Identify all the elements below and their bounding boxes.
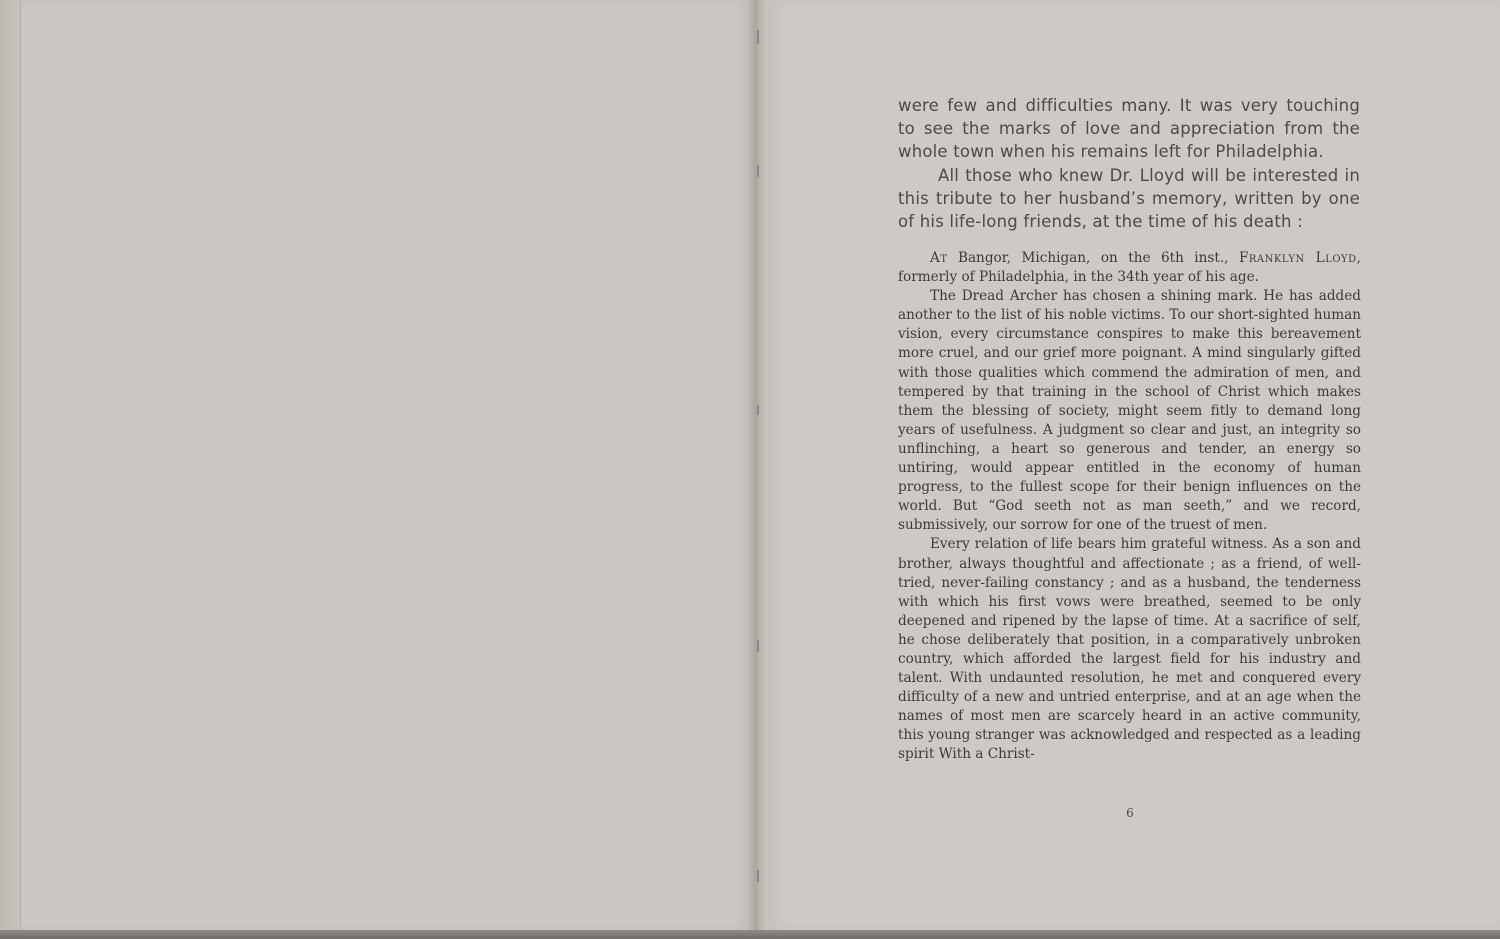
intro-text [898,94,1360,233]
binding-thread-mark [757,405,759,415]
tribute-paragraph-1-b: , formerly of Philadelphia, in the 34th year of his age. [898,250,1361,286]
deceased-name: Franklyn Lloyd [1238,250,1357,266]
tribute-paragraph-2: The Dread Archer has chosen a shining mark. He has added another to the list of his noble victims. To our short-sighted human vision, every circumstance conspires to make this bereavement more cruel, and our grief more poignant. A mind singularly gifted with those qualities which commend the admiration of men, and tempered by that training in the school of Christ which makes them the blessing of society, might seem fitly to demand long years of usefulness. A judgment so clear and just, an integrity so unflinching, a heart so generous and tender, an energy so untiring, would appear entitled in the economy of human progress, to the fullest scope for their benign influences on the world. But “God seeth not as man seeth,” and we record, submissively, our sorrow for one of the truest of men. [898,288,1361,534]
tribute-text [898,249,1361,765]
binding-thread-mark [757,640,759,652]
tribute-paragraph-3: Every relation of life bears him grateful witness. As a son and brother, always thoughtful and affectionate ; as a friend, of well-tried, never-failing constancy ; and as a husband, the tenderness with which his first vows were breathed, seemed to be only deepened and ripened by the lapse of time. At a sacrifice of self, he chose deliberately that position, in a comparatively unbroken country, which afforded the largest field for his industry and talent. With undaunted resolution, he met and conquered every difficulty of a new and untried enterprise, and at an age when the names of most men are scarcely heard in an active community, this young stranger was acknowledged and respected as a leading spirit With a Christ- [898,536,1361,763]
binding-thread-mark [757,30,759,44]
book-gutter [748,0,768,939]
intro-paragraph-1: were few and difficulties many. It was very touching to see the marks of love and appreciation from the whole town when his remains left for Philadelphia. [898,96,1360,162]
binding-thread-mark [757,870,759,882]
left-page-blank [20,0,749,930]
left-page-edge [0,0,20,939]
binding-thread-mark [757,165,759,177]
page-number: 6 [1126,806,1134,820]
tribute-paragraph-1 [898,249,1361,287]
tribute-paragraph-1-a: Bangor, Michigan, on the 6th inst., [947,250,1239,266]
intro-paragraph-2: All those who knew Dr. Lloyd will be interested in this tribute to her husband’s memory, written by one of his life-long friends, at the time of his death : [898,165,1360,232]
tribute-opening-word: At [930,250,948,266]
bottom-edge [0,930,1500,939]
